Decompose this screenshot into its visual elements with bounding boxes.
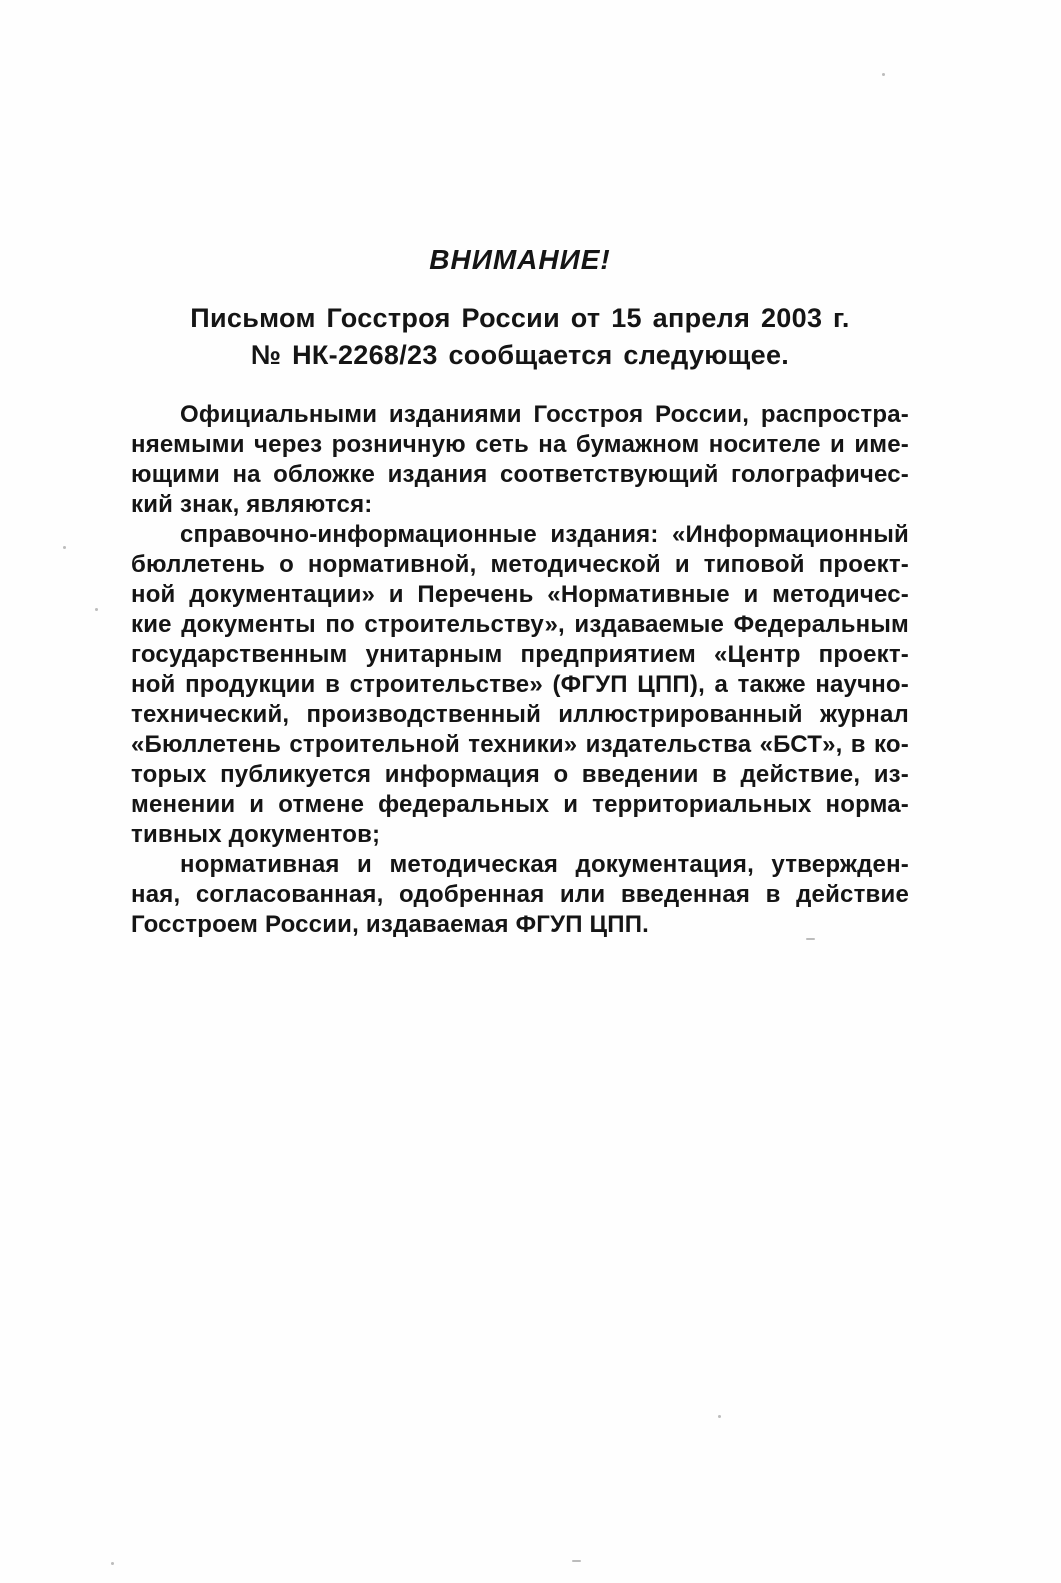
notice-title: ВНИМАНИЕ! bbox=[429, 244, 611, 275]
text-line: справочно-информационные издания: «Информационный bbox=[180, 521, 909, 548]
text-line: государственным унитарным предприятием «Центр проект- bbox=[131, 641, 909, 668]
text-line: торых публикуется информация о введении в действие, из- bbox=[131, 761, 909, 788]
notice-subtitle bbox=[131, 300, 909, 374]
scan-speck bbox=[111, 1562, 114, 1565]
text-line: ная, согласованная, одобренная или введенная в действие bbox=[131, 881, 909, 908]
paragraph-reference-publications bbox=[131, 520, 909, 850]
text-line: технический, производственный иллюстрированный журнал bbox=[131, 701, 909, 728]
scan-speck bbox=[882, 73, 885, 76]
scan-speck bbox=[95, 608, 98, 611]
scan-speck bbox=[63, 546, 66, 549]
scan-speck bbox=[572, 1560, 581, 1562]
text-line: ющими на обложке издания соответствующий голографичес- bbox=[131, 461, 909, 488]
paragraph-official-editions bbox=[131, 400, 909, 520]
scan-speck bbox=[718, 1415, 721, 1418]
scan-speck bbox=[806, 938, 815, 940]
text-line: кие документы по строительству», издаваемые Федеральным bbox=[131, 611, 909, 638]
text-line: Официальными изданиями Госстроя России, распростра- bbox=[180, 401, 909, 428]
paragraph-normative-documentation bbox=[131, 850, 909, 940]
text-line: Госстроем России, издаваемая ФГУП ЦПП. bbox=[131, 911, 650, 938]
text-line: нормативная и методическая документация, утвержден- bbox=[180, 851, 909, 878]
text-line: няемыми через розничную сеть на бумажном носителе и име- bbox=[131, 431, 909, 458]
subtitle-line-2: № НК-2268/23 сообщается следующее. bbox=[250, 340, 790, 370]
text-line: ной продукции в строительстве» (ФГУП ЦПП), а также научно- bbox=[131, 671, 909, 698]
subtitle-line-1: Письмом Госстроя России от 15 апреля 2003 г. bbox=[190, 303, 850, 333]
text-line: «Бюллетень строительной техники» издательства «БСТ», в ко- bbox=[131, 731, 909, 758]
text-line: кий знак, являются: bbox=[131, 491, 373, 518]
text-line: менении и отмене федеральных и территориальных норма- bbox=[131, 791, 909, 818]
notice-content bbox=[131, 244, 909, 940]
notice-body bbox=[131, 400, 909, 940]
text-line: ной документации» и Перечень «Нормативные и методичес- bbox=[131, 581, 909, 608]
text-line: бюллетень о нормативной, методической и типовой проект- bbox=[131, 551, 909, 578]
text-line: тивных документов; bbox=[131, 821, 381, 848]
